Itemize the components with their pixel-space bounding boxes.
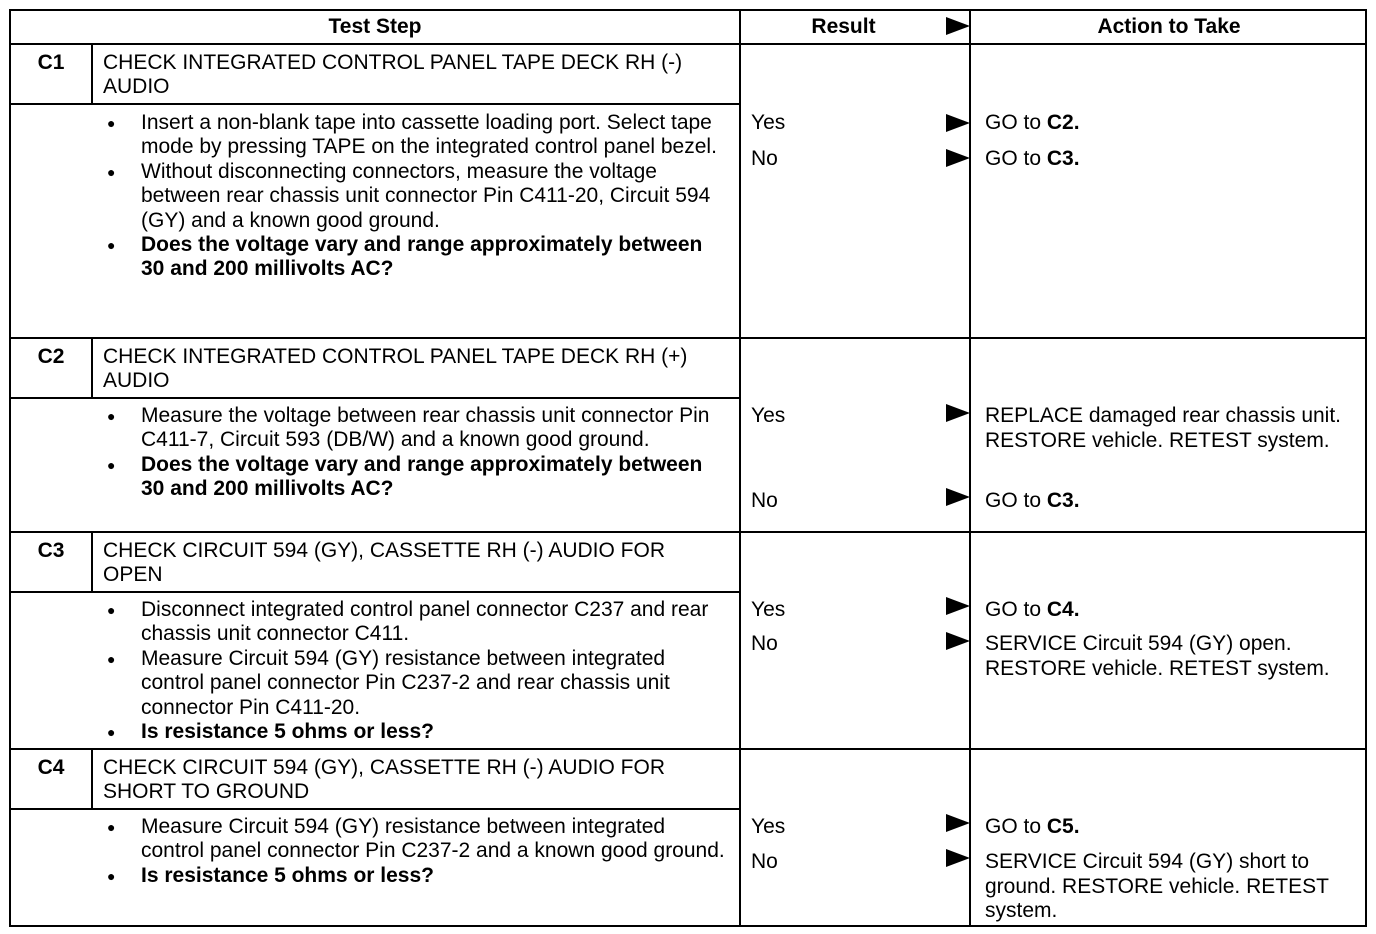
- header-action: Action to Take: [1097, 15, 1241, 38]
- step-id-divider: [91, 43, 93, 103]
- step-id-divider: [91, 531, 93, 591]
- header-test-step: Test Step: [328, 15, 422, 38]
- result-label: Yes: [751, 598, 786, 621]
- step-id-divider: [91, 337, 93, 397]
- step-id: C4: [37, 756, 65, 779]
- result-arrow-icon: [946, 149, 970, 167]
- action-text: GO to C2.: [985, 111, 1080, 134]
- title-underline: [11, 808, 739, 810]
- result-arrow-icon: [946, 404, 970, 422]
- result-label: No: [751, 632, 778, 655]
- step-id-divider: [91, 748, 93, 808]
- column-divider-result: [739, 11, 741, 925]
- step-instructions: [103, 598, 728, 744]
- action-text: SERVICE Circuit 594 (GY) open. RESTORE vehicle. RETEST system.: [985, 632, 1330, 680]
- result-arrow-icon: [946, 597, 970, 615]
- step-title: CHECK INTEGRATED CONTROL PANEL TAPE DECK RH (-) AUDIO: [103, 51, 683, 98]
- step-instructions: [103, 815, 728, 888]
- result-label: No: [751, 850, 778, 873]
- instruction-item: ● Insert a non-blank tape into cassette loading port. Select tape mode by pressing TAPE on the integrated control panel bezel.: [103, 111, 728, 160]
- header-arrow-icon: [946, 17, 970, 35]
- action-text: GO to C3.: [985, 489, 1080, 512]
- step-question: ● Does the voltage vary and range approximately between 30 and 200 millivolts AC?: [103, 233, 728, 282]
- header-divider: [11, 43, 1365, 45]
- row-divider: [11, 748, 1365, 750]
- diagnostic-table: [9, 9, 1367, 927]
- step-title: CHECK INTEGRATED CONTROL PANEL TAPE DECK RH (+) AUDIO: [103, 345, 688, 392]
- step-question: ● Does the voltage vary and range approximately between 30 and 200 millivolts AC?: [103, 453, 728, 502]
- title-underline: [11, 103, 739, 105]
- instruction-item: ● Without disconnecting connectors, measure the voltage between rear chassis unit connector Pin C411-20, Circuit 594 (GY) and a known good ground.: [103, 160, 728, 233]
- result-label: Yes: [751, 111, 786, 134]
- step-title: CHECK CIRCUIT 594 (GY), CASSETTE RH (-) AUDIO FOR OPEN: [103, 539, 666, 586]
- result-label: No: [751, 489, 778, 512]
- action-text: GO to C3.: [985, 147, 1080, 170]
- step-id: C1: [37, 51, 65, 74]
- action-text: SERVICE Circuit 594 (GY) short to ground. RESTORE vehicle. RETEST system.: [985, 850, 1329, 922]
- result-arrow-icon: [946, 814, 970, 832]
- step-title: CHECK CIRCUIT 594 (GY), CASSETTE RH (-) AUDIO FOR SHORT TO GROUND: [103, 756, 666, 803]
- step-instructions: [103, 404, 728, 502]
- result-arrow-icon: [946, 488, 970, 506]
- action-text: GO to C4.: [985, 598, 1080, 621]
- step-id: C3: [37, 539, 65, 562]
- step-instructions: [103, 111, 728, 282]
- instruction-item: ● Measure Circuit 594 (GY) resistance between integrated control panel connector Pin C237-2 and rear chassis unit connector Pin C411-20.: [103, 647, 728, 720]
- result-label: No: [751, 147, 778, 170]
- step-question: ● Is resistance 5 ohms or less?: [103, 864, 728, 888]
- action-text: GO to C5.: [985, 815, 1080, 838]
- result-arrow-icon: [946, 849, 970, 867]
- header-result: Result: [811, 15, 876, 38]
- result-label: Yes: [751, 815, 786, 838]
- step-question: ● Is resistance 5 ohms or less?: [103, 720, 728, 744]
- title-underline: [11, 397, 739, 399]
- instruction-item: ● Disconnect integrated control panel connector C237 and rear chassis unit connector C411.: [103, 598, 728, 647]
- result-arrow-icon: [946, 632, 970, 650]
- title-underline: [11, 591, 739, 593]
- instruction-item: ● Measure the voltage between rear chassis unit connector Pin C411-7, Circuit 593 (DB/W) and a known good ground.: [103, 404, 728, 453]
- result-arrow-icon: [946, 114, 970, 132]
- action-text: REPLACE damaged rear chassis unit. RESTORE vehicle. RETEST system.: [985, 404, 1342, 452]
- instruction-item: ● Measure Circuit 594 (GY) resistance between integrated control panel connector Pin C237-2 and a known good ground.: [103, 815, 728, 864]
- step-id: C2: [37, 345, 65, 368]
- result-label: Yes: [751, 404, 786, 427]
- row-divider: [11, 337, 1365, 339]
- row-divider: [11, 531, 1365, 533]
